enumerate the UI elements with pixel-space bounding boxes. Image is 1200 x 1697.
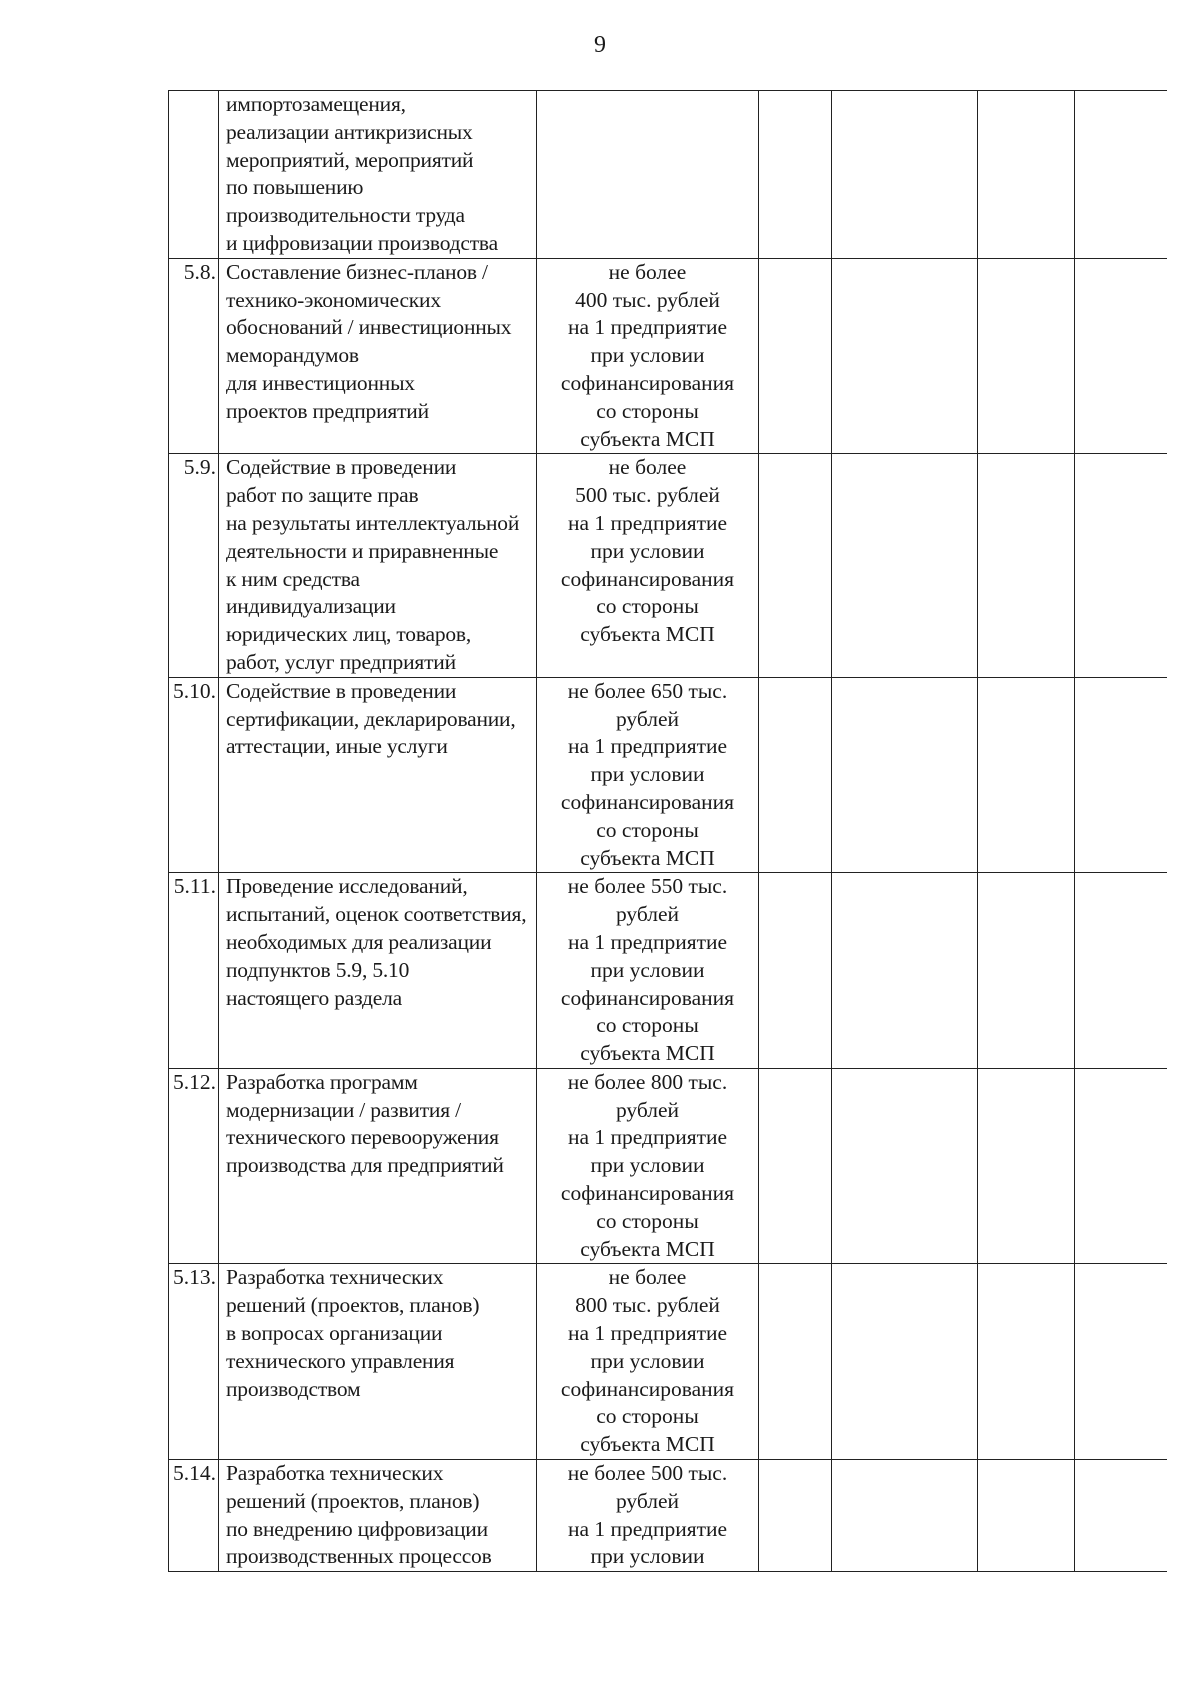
empty-cell bbox=[1075, 1460, 1168, 1572]
table-row bbox=[169, 1460, 1168, 1572]
row-number: 5.11. bbox=[169, 873, 219, 1069]
empty-cell bbox=[832, 873, 978, 1069]
support-amount: не более 500 тыс. рублей на 1 предприятие при условии софинансирования со стороны субъекта МСП bbox=[537, 454, 759, 677]
empty-cell bbox=[832, 91, 978, 259]
service-name: Разработка технических решений (проектов, планов) по внедрению цифровизации производственных процессов bbox=[219, 1460, 537, 1572]
row-number bbox=[169, 91, 219, 259]
empty-cell bbox=[759, 1068, 832, 1264]
empty-cell bbox=[759, 1264, 832, 1460]
empty-cell bbox=[978, 91, 1075, 259]
service-name: Составление бизнес-планов / технико-экономических обоснований / инвестиционных меморандумов для инвестиционных проектов предприятий bbox=[219, 258, 537, 454]
service-name: Содействие в проведении работ по защите прав на результаты интеллектуальной деятельности и приравненные к ним средства индивидуализации юридических лиц, товаров, работ, услуг предприятий bbox=[219, 454, 537, 677]
empty-cell bbox=[978, 873, 1075, 1069]
row-number: 5.14. bbox=[169, 1460, 219, 1572]
empty-cell bbox=[759, 677, 832, 873]
empty-cell bbox=[1075, 1264, 1168, 1460]
support-amount: не более 500 тыс. рублей на 1 предприятие при условии bbox=[537, 1460, 759, 1572]
empty-cell bbox=[978, 677, 1075, 873]
support-amount: не более 800 тыс. рублей на 1 предприятие при условии софинансирования со стороны субъекта МСП bbox=[537, 1264, 759, 1460]
table-row bbox=[169, 91, 1168, 259]
empty-cell bbox=[759, 1460, 832, 1572]
empty-cell bbox=[832, 1460, 978, 1572]
service-name: Проведение исследований, испытаний, оценок соответствия, необходимых для реализации подпунктов 5.9, 5.10 настоящего раздела bbox=[219, 873, 537, 1069]
empty-cell bbox=[978, 454, 1075, 677]
services-table bbox=[168, 90, 1167, 1572]
row-number: 5.10. bbox=[169, 677, 219, 873]
table-row bbox=[169, 873, 1168, 1069]
support-amount bbox=[537, 91, 759, 259]
empty-cell bbox=[978, 1264, 1075, 1460]
row-number: 5.13. bbox=[169, 1264, 219, 1460]
empty-cell bbox=[1075, 677, 1168, 873]
service-name: Разработка программ модернизации / развития / технического перевооружения производства для предприятий bbox=[219, 1068, 537, 1264]
empty-cell bbox=[832, 454, 978, 677]
support-amount: не более 550 тыс. рублей на 1 предприятие при условии софинансирования со стороны субъекта МСП bbox=[537, 873, 759, 1069]
empty-cell bbox=[832, 677, 978, 873]
service-name: импортозамещения, реализации антикризисных мероприятий, мероприятий по повышению производительности труда и цифровизации производства bbox=[219, 91, 537, 259]
empty-cell bbox=[759, 91, 832, 259]
table-row bbox=[169, 1068, 1168, 1264]
empty-cell bbox=[1075, 91, 1168, 259]
table-row bbox=[169, 258, 1168, 454]
support-amount: не более 800 тыс. рублей на 1 предприятие при условии софинансирования со стороны субъекта МСП bbox=[537, 1068, 759, 1264]
service-name: Разработка технических решений (проектов, планов) в вопросах организации технического управления производством bbox=[219, 1264, 537, 1460]
empty-cell bbox=[1075, 454, 1168, 677]
table-row bbox=[169, 1264, 1168, 1460]
support-amount: не более 650 тыс. рублей на 1 предприятие при условии софинансирования со стороны субъекта МСП bbox=[537, 677, 759, 873]
empty-cell bbox=[1075, 873, 1168, 1069]
empty-cell bbox=[978, 1068, 1075, 1264]
empty-cell bbox=[759, 454, 832, 677]
table-row bbox=[169, 454, 1168, 677]
empty-cell bbox=[1075, 1068, 1168, 1264]
row-number: 5.12. bbox=[169, 1068, 219, 1264]
empty-cell bbox=[832, 258, 978, 454]
support-amount: не более 400 тыс. рублей на 1 предприятие при условии софинансирования со стороны субъекта МСП bbox=[537, 258, 759, 454]
empty-cell bbox=[832, 1264, 978, 1460]
empty-cell bbox=[832, 1068, 978, 1264]
empty-cell bbox=[978, 1460, 1075, 1572]
row-number: 5.8. bbox=[169, 258, 219, 454]
service-name: Содействие в проведении сертификации, декларировании, аттестации, иные услуги bbox=[219, 677, 537, 873]
row-number: 5.9. bbox=[169, 454, 219, 677]
empty-cell bbox=[978, 258, 1075, 454]
page-number: 9 bbox=[594, 32, 606, 58]
empty-cell bbox=[759, 258, 832, 454]
empty-cell bbox=[759, 873, 832, 1069]
empty-cell bbox=[1075, 258, 1168, 454]
table-row bbox=[169, 677, 1168, 873]
